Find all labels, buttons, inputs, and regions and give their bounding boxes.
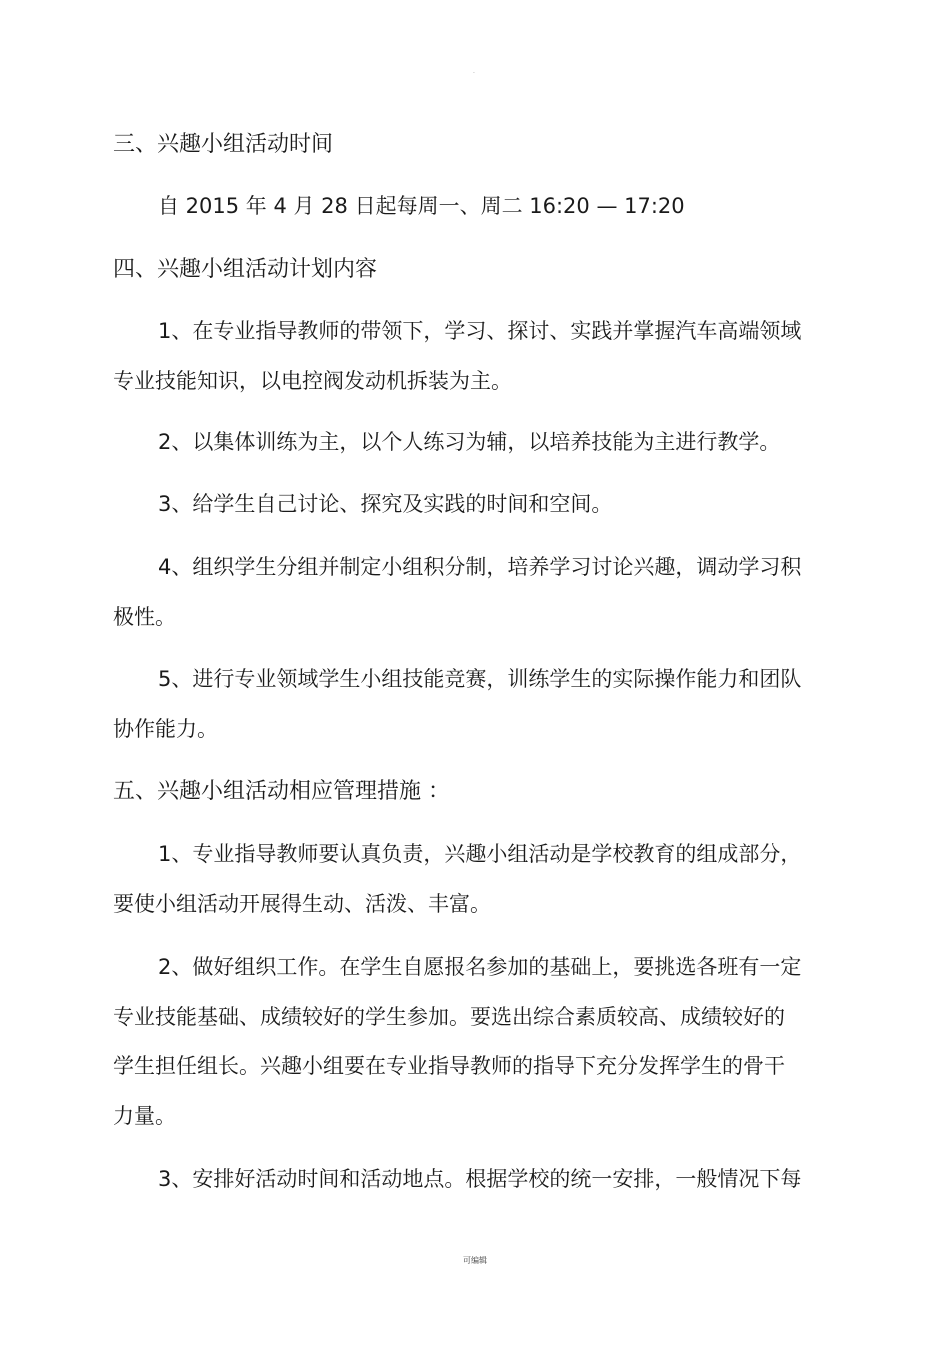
section5-item1-line2: 要使小组活动开展得生动、活泼、丰富。 <box>113 892 491 916</box>
section4-item4-line1: 4、组织学生分组并制定小组积分制，培养学习讨论兴趣，调动学习积 <box>158 555 802 579</box>
top-mark: · <box>473 70 475 77</box>
section4-item5-line1: 5、进行专业领域学生小组技能竞赛，训练学生的实际操作能力和团队 <box>158 667 802 691</box>
section5-item2-line3: 学生担任组长。兴趣小组要在专业指导教师的指导下充分发挥学生的骨干 <box>113 1054 785 1078</box>
section5-item1-line1: 1、专业指导教师要认真负责，兴趣小组活动是学校教育的组成部分， <box>158 842 802 866</box>
section4-heading: 四、兴趣小组活动计划内容 <box>113 257 378 282</box>
section5-item2-line4: 力量。 <box>113 1104 176 1128</box>
section3-heading: 三、兴趣小组活动时间 <box>113 132 334 157</box>
section4-item2: 2、以集体训练为主，以个人练习为辅，以培养技能为主进行教学。 <box>158 430 781 454</box>
section5-heading: 五、兴趣小组活动相应管理措施 ： <box>113 779 450 804</box>
section4-item1-line1: 1、在专业指导教师的带领下，学习、探讨、实践并掌握汽车高端领域 <box>158 319 802 343</box>
section5-item2-line1: 2、做好组织工作。在学生自愿报名参加的基础上，要挑选各班有一定 <box>158 955 802 979</box>
section4-item3: 3、给学生自己讨论、探究及实践的时间和空间。 <box>158 492 613 516</box>
section4-item1-line2: 专业技能知识，以电控阀发动机拆装为主。 <box>113 369 512 393</box>
section4-item4-line2: 极性。 <box>113 605 176 629</box>
footer-editable-label: 可编辑 <box>463 1256 487 1265</box>
section4-item5-line2: 协作能力。 <box>113 717 218 741</box>
section5-item2-line2: 专业技能基础、成绩较好的学生参加。要选出综合素质较高、成绩较好的 <box>113 1005 785 1029</box>
section5-item3-line1: 3、安排好活动时间和活动地点。根据学校的统一安排，一般情况下每 <box>158 1167 802 1191</box>
section3-time: 自 2015 年 4 月 28 日起每周一、周二 16:20 — 17:20 <box>158 194 685 218</box>
